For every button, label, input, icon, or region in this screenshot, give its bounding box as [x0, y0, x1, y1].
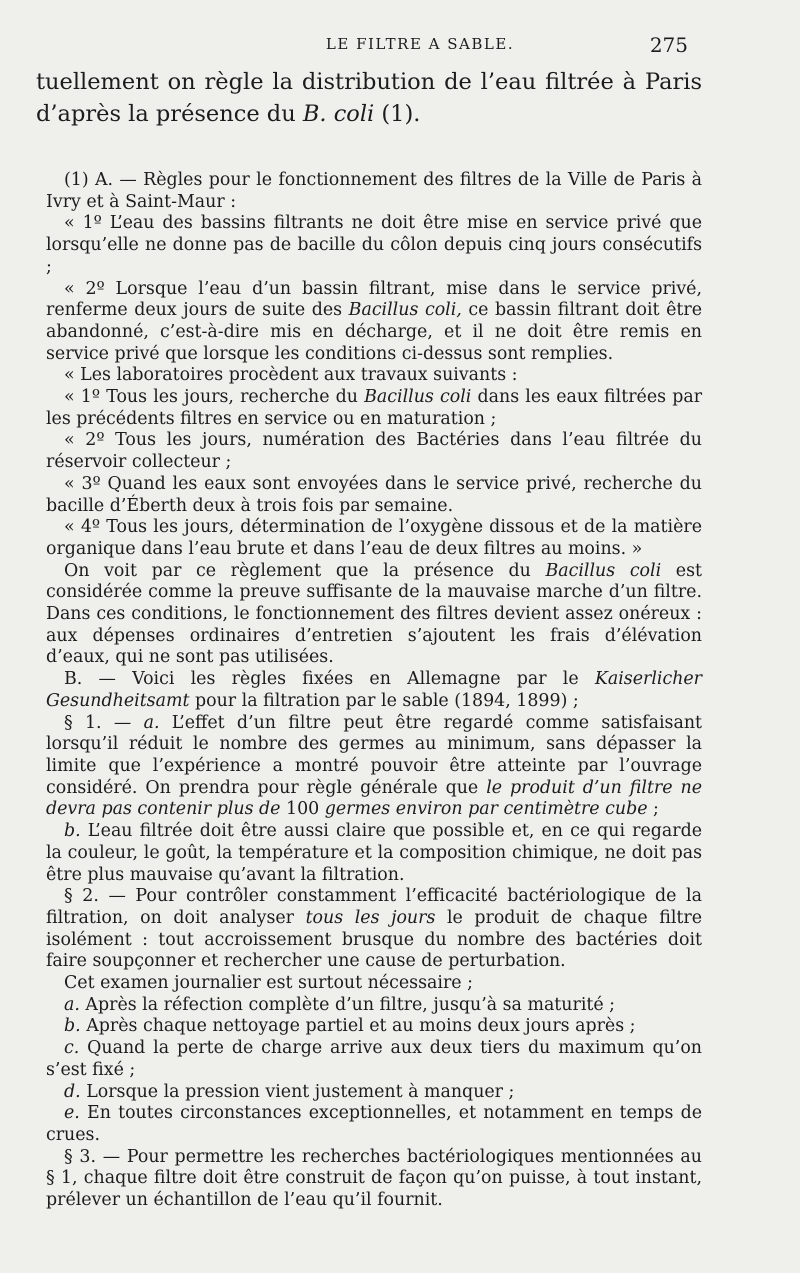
- note-paragraph: a. Après la réfection complète d’un filtre, jusqu’à sa maturité ;: [64, 994, 616, 1015]
- note-paragraph: « 1º L’eau des bassins filtrants ne doit être mise en service privé que lorsqu’elle ne donne pas de bacille du côlon depuis cinq jours consécutifs ;: [46, 213, 702, 277]
- note-paragraph: e. En toutes circonstances exceptionnelles, et notamment en temps de crues.: [46, 1103, 702, 1145]
- note-paragraph: « 2º Tous les jours, numération des Bactéries dans l’eau filtrée du réservoir collecteur ;: [46, 430, 702, 473]
- note-paragraph: § 1. — a. L’effet d’un filtre peut être regardé comme satisfaisant lorsqu’il réduit le nombre des germes au minimum, sans dépasser la limite que l’expérience a montré pouvoir être atteinte par l’ouvrage considéré. On prendra pour règle générale que le produit d’un filtre ne devra pas contenir plus de 100 germes environ par centimètre cube ;: [46, 712, 703, 820]
- main-text: [36, 66, 702, 130]
- note-paragraph: b. Après chaque nettoyage partiel et au moins deux jours après ;: [64, 1016, 636, 1037]
- note-paragraph: « Les laboratoires procèdent aux travaux suivants :: [64, 365, 518, 386]
- note-paragraph: « 4º Tous les jours, détermination de l’oxygène dissous et de la matière organique dans l’eau brute et dans l’eau de deux filtres au moins. »: [46, 517, 702, 559]
- page-number: 275: [649, 33, 688, 57]
- note-paragraph: c. Quand la perte de charge arrive aux deux tiers du maximum qu’on s’est fixé ;: [46, 1038, 702, 1080]
- note-paragraph: « 3º Quand les eaux sont envoyées dans le service privé, recherche du bacille d’Éberth deux à trois fois par semaine.: [46, 473, 702, 516]
- main-paragraph: tuellement on règle la distribution de l’eau filtrée à Paris d’après la présence du B. coli (1).: [36, 69, 702, 127]
- footnote: [46, 170, 702, 1212]
- note-paragraph: d. Lorsque la pression vient justement à manquer ;: [64, 1081, 515, 1102]
- running-title: LE FILTRE A SABLE.: [325, 35, 515, 53]
- note-paragraph: § 2. — Pour contrôler constamment l’efficacité bactériologique de la filtration, on doit analyser tous les jours le produit de chaque filtre isolément : tout accroissement brusque du nombre des bactéries doit faire soupçonner et rechercher une cause de perturbation.: [46, 886, 703, 972]
- note-paragraph: On voit par ce règlement que la présence du Bacillus coli est considérée comme la preuve suffisante de la mauvaise marche d’un filtre. Dans ces conditions, le fonctionnement des filtres devient assez onéreux : aux dépenses ordinaires d’entretien s’ajoutent les frais d’élévation d’eaux, qui ne sont pas utilisées.: [46, 560, 702, 668]
- note-paragraph: Cet examen journalier est surtout nécessaire ;: [64, 973, 473, 994]
- note-paragraph: « 2º Lorsque l’eau d’un bassin filtrant, mise dans le service privé, renferme deux jours de suite des Bacillus coli, ce bassin filtrant doit être abandonné, c’est-à-dire mis en décharge, et il ne doit être remis en service privé que lorsque les conditions ci-dessus sont remplies.: [46, 278, 702, 364]
- note-paragraph: B. — Voici les règles fixées en Allemagne par le Kaiserlicher Gesundheitsamt pour la filtration par le sable (1894, 1899) ;: [46, 669, 702, 711]
- note-paragraph: b. L’eau filtrée doit être aussi claire que possible et, en ce qui regarde la couleur, le goût, la température et la composition chimique, ne doit pas être plus mauvaise qu’avant la filtration.: [46, 821, 702, 885]
- note-paragraph: « 1º Tous les jours, recherche du Bacillus coli dans les eaux filtrées par les précédents filtres en service ou en maturation ;: [46, 387, 703, 429]
- note-paragraph: (1) A. — Règles pour le fonctionnement des filtres de la Ville de Paris à Ivry et à Saint-Maur :: [46, 170, 702, 212]
- note-paragraph: § 3. — Pour permettre les recherches bactériologiques mentionnées au § 1, chaque filtre doit être construit de façon qu’on puisse, à tout instant, prélever un échantillon de l’eau qu’il fournit.: [46, 1146, 702, 1211]
- running-head: [0, 33, 800, 57]
